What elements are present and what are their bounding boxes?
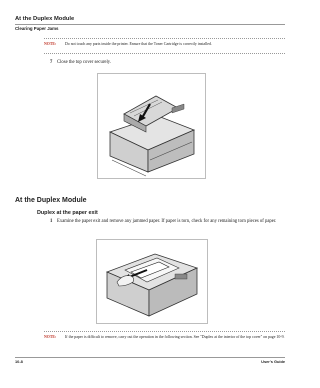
note-text: Do not touch any parts inside the printer. Ensure that the Toner Cartridge is correctly installed.: [65, 42, 212, 46]
step-7: [50, 60, 285, 67]
page-number: 10-8: [15, 359, 23, 364]
subsection-heading: Duplex at the paper exit: [37, 210, 98, 216]
note-top-rule: [44, 331, 285, 332]
page-header-title: At the Duplex Module: [15, 16, 75, 22]
section-heading: At the Duplex Module: [15, 197, 87, 204]
printer-illustration-svg: [98, 74, 205, 178]
note-text: If the paper is difficult to remove, carry out the operation in the following section. See "Duplex at the interior of the top cover" on page 10-9.: [65, 335, 285, 339]
note-block-1: [44, 42, 285, 47]
guide-name: User's Guide: [261, 359, 285, 364]
step-1: [50, 219, 281, 226]
header-divider: [15, 24, 285, 25]
note-block-2: [44, 335, 285, 340]
note-top-rule: [44, 38, 285, 39]
footer-divider: [15, 357, 285, 358]
note-label: NOTE:: [44, 335, 57, 339]
paper-exit-illustration: [96, 239, 208, 324]
note-label: NOTE:: [44, 42, 57, 46]
step-text: Close the top cover securely.: [57, 60, 111, 65]
step-number: 7: [50, 60, 53, 65]
page-header-subtitle: Clearing Paper Jams: [15, 26, 59, 31]
step-number: 1: [50, 219, 53, 224]
paper-exit-svg: [97, 240, 207, 323]
step-text: Examine the paper exit and remove any jammed paper. If paper is torn, check for any remaining torn pieces of paper.: [57, 219, 277, 224]
printer-top-cover-illustration: [97, 73, 206, 179]
note-bottom-rule: [44, 53, 285, 54]
